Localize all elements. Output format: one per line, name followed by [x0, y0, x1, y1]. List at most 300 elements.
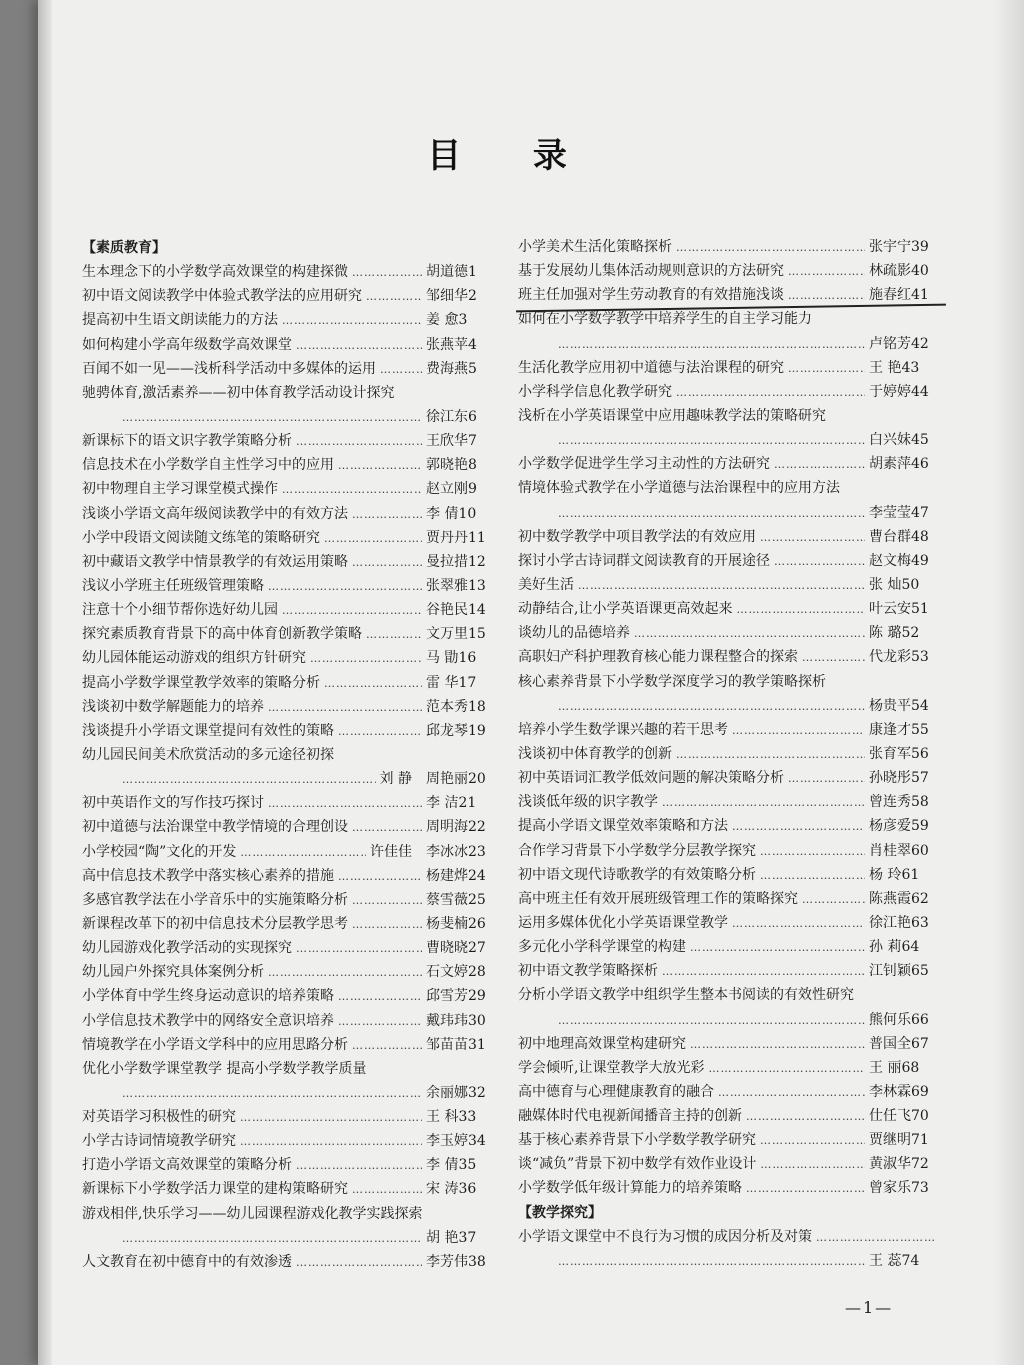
toc-entry: [518, 1056, 939, 1080]
entry-author: 贾继明: [869, 1132, 911, 1149]
entry-page: 71: [911, 1132, 929, 1149]
toc-entry: [518, 428, 939, 452]
entry-title: 优化小学数学课堂教学 提高小学数学教学质量: [82, 1060, 367, 1077]
toc-entry: [518, 718, 939, 742]
entry-author: 周艳丽: [426, 771, 468, 788]
entry-author: 李莹莹: [869, 504, 911, 521]
toc-entry: [518, 887, 939, 911]
entry-author: 谷艳民: [426, 602, 468, 619]
entry-title: 多元化小学科学课堂的构建: [518, 939, 686, 956]
entry-title: 小学数学低年级计算能力的培养策略: [518, 1180, 742, 1197]
dot-leader: [122, 406, 422, 430]
entry-page: 25: [468, 891, 486, 908]
entry-page: 57: [911, 770, 929, 787]
entry-page: 48: [911, 528, 929, 545]
entry-author: 赵立刚: [426, 481, 468, 498]
entry-author: 施春红: [869, 287, 911, 304]
toc-entry: [82, 284, 496, 308]
section-heading: [518, 1201, 939, 1225]
entry-page: 12: [468, 553, 486, 570]
entry-title: 小学信息技术教学中的网络安全意识培养: [82, 1012, 334, 1029]
entry-author: 叶云安: [869, 601, 911, 618]
dot-leader: [352, 889, 422, 913]
entry-author-page: [869, 1176, 939, 1200]
entry-page: 52: [901, 625, 920, 642]
entry-page: 39: [911, 239, 929, 255]
entry-page: 30: [468, 1012, 486, 1029]
entry-page: 19: [468, 722, 486, 739]
entry-title: 游戏相伴,快乐学习——幼儿园课程游戏化教学实践探索: [82, 1205, 423, 1222]
entry-author: 李 倩: [426, 505, 459, 522]
entry-title: 浅议小学班主任班级管理策略: [82, 577, 264, 594]
entry-page: 7: [468, 433, 477, 450]
entry-title: 新课标下小学数学活力课堂的建构策略研究: [82, 1181, 348, 1198]
entry-title: 初中道德与法治课堂中教学情境的合理创设: [82, 819, 348, 836]
dot-leader: [690, 1033, 865, 1057]
entry-author-page: [426, 477, 496, 501]
dot-leader: [268, 575, 422, 599]
entry-author-page: [869, 597, 939, 621]
dot-leader: [634, 622, 865, 646]
entry-author-page: [869, 501, 939, 525]
entry-author-page: [869, 356, 939, 380]
entry-title: 如何在小学数学教学中培养学生的自主学习能力: [518, 311, 812, 328]
toc-entry: [518, 573, 939, 597]
entry-title: 幼儿园游戏化教学活动的实现探究: [82, 940, 292, 957]
toc-entry: [518, 1249, 939, 1273]
dot-leader: [310, 647, 422, 671]
entry-title: 小学中段语文阅读随文练笔的策略研究: [82, 529, 320, 546]
dot-leader: [282, 309, 422, 333]
dot-leader: [662, 791, 865, 815]
entry-author: 李芳伟: [426, 1253, 468, 1270]
entry-author: 范本秀: [426, 698, 468, 715]
dot-leader: [268, 961, 422, 985]
toc-entry: [82, 622, 496, 646]
entry-page: 46: [911, 456, 929, 473]
toc-entry: [518, 863, 939, 887]
entry-page: 27: [468, 940, 486, 957]
entry-page: 3: [458, 312, 468, 329]
toc-entry: [518, 814, 939, 838]
toc-entry: [518, 356, 939, 380]
entry-title: 小学古诗词情境教学研究: [82, 1133, 236, 1150]
entry-author-page: [426, 308, 496, 332]
toc-entry: [82, 502, 496, 526]
dot-leader: [558, 695, 865, 719]
page-edge-shadow: [994, 0, 1024, 1365]
dot-leader: [774, 550, 865, 574]
dot-leader: [268, 696, 422, 720]
entry-page: 16: [458, 650, 477, 667]
entry-author: 王 科: [426, 1109, 459, 1126]
toc-entry: [82, 888, 496, 912]
entry-title: 基于发展幼儿集体活动规则意识的方法研究: [518, 263, 784, 280]
dot-leader: [352, 503, 422, 527]
entry-page: 47: [911, 504, 929, 521]
entry-page: 37: [458, 1229, 477, 1246]
entry-page: 21: [458, 795, 477, 812]
dot-leader: [732, 912, 865, 936]
entry-title: 基于核心素养背景下小学数学教学研究: [518, 1132, 756, 1149]
entry-page: 38: [468, 1253, 486, 1270]
entry-author-page: [426, 1033, 496, 1057]
entry-author-page: [869, 259, 939, 283]
toc-entry: [518, 911, 939, 935]
dot-leader: [708, 1057, 865, 1081]
entry-author-page: [869, 742, 939, 766]
entry-page: 4: [468, 336, 477, 353]
dot-leader: [338, 1010, 422, 1034]
toc-entry: [518, 1128, 939, 1152]
dot-leader: [282, 478, 422, 502]
entry-author: 杨彦爱: [869, 818, 911, 835]
dot-leader: [268, 792, 422, 816]
entry-author: 文万里: [426, 626, 468, 643]
dot-leader: [338, 454, 422, 478]
toc-entry: [82, 1226, 496, 1250]
entry-title: 新课程改革下的初中信息技术分层教学思考: [82, 915, 348, 932]
entry-title: 提高初中生语文朗读能力的方法: [82, 312, 278, 329]
entry-author-page: [869, 1056, 939, 1080]
toc-entry: [82, 1081, 496, 1105]
toc-left-column: [82, 236, 496, 1274]
dot-leader: [296, 1251, 422, 1275]
entry-author: 徐江艳: [869, 914, 911, 931]
entry-title: 小学语文课堂中不良行为习惯的成因分析及对策: [518, 1228, 812, 1245]
toc-entry: [82, 526, 496, 550]
dot-leader: [760, 526, 865, 550]
entry-page: 15: [468, 626, 486, 643]
entry-author: 康逢才: [869, 721, 911, 738]
entry-author-page: [426, 260, 496, 284]
entry-page: 55: [911, 721, 929, 738]
entry-author-page: [869, 1249, 939, 1273]
dot-leader: [788, 767, 865, 791]
entry-author-page: [869, 887, 939, 911]
toc-entry: [82, 936, 496, 960]
toc-entry: [518, 1080, 939, 1104]
entry-author: 曹晓晓: [426, 940, 468, 957]
entry-page: 64: [901, 939, 920, 956]
dot-leader: [338, 865, 422, 889]
entry-author: 胡 艳: [426, 1229, 459, 1246]
entry-author-page: [869, 814, 939, 838]
entry-author: 张 灿: [869, 576, 902, 593]
entry-title: 高职妇产科护理教育核心能力课程整合的探索: [518, 649, 798, 666]
toc-entry: [518, 694, 939, 718]
entry-author-page: [426, 1129, 496, 1153]
entry-title: 小学美术生活化策略探析: [518, 239, 672, 255]
entry-title: 动静结合,让小学英语课更高效起来: [518, 601, 733, 618]
entry-author: 邹苗苗: [426, 1036, 468, 1053]
toc-entry: [82, 767, 496, 791]
entry-author: 邹细华: [426, 288, 468, 305]
dot-leader: [578, 574, 865, 598]
entry-author: 周明海: [426, 819, 468, 836]
entry-author: 黄淑华: [869, 1156, 911, 1173]
entry-author-page: [426, 1153, 496, 1177]
dot-leader: [746, 1177, 865, 1201]
entry-page: 50: [901, 576, 920, 593]
dot-leader: [676, 381, 865, 405]
entry-author: 费海燕: [426, 360, 468, 377]
dot-leader: [558, 429, 865, 453]
entry-page: 22: [468, 819, 486, 836]
toc-entry: [82, 405, 496, 429]
entry-page: 56: [911, 745, 929, 762]
entry-author-page: [426, 429, 496, 453]
entry-author: 张燕苹: [426, 336, 468, 353]
toc-entry: [518, 742, 939, 766]
toc-entry: [518, 235, 939, 259]
dot-leader: [122, 1082, 422, 1106]
entry-title: 浅谈初中体育教学的创新: [518, 745, 672, 762]
entry-page: 51: [911, 601, 929, 618]
entry-title: 幼儿园户外探究具体案例分析: [82, 964, 264, 981]
toc-entry: [82, 1009, 496, 1033]
entry-author: 郭晓艳: [426, 457, 468, 474]
toc-entry: [82, 550, 496, 574]
entry-author: 贾丹丹: [426, 529, 468, 546]
dot-leader: [736, 598, 865, 622]
entry-page: 67: [911, 1035, 929, 1052]
toc-entry: [82, 598, 496, 622]
entry-title: 浅谈提升小学语文课堂提问有效性的策略: [82, 722, 334, 739]
entry-title: 小学校园“陶”文化的开发: [82, 843, 237, 860]
page-number: —1—: [845, 1298, 894, 1317]
toc-entry: [82, 1057, 496, 1081]
entry-title: 如何构建小学高年级数学高效课堂: [82, 336, 292, 353]
toc-entry: [82, 1153, 496, 1177]
toc-entry: [82, 984, 496, 1008]
dot-leader: [760, 1129, 865, 1153]
entry-author: 张翠雅: [426, 577, 468, 594]
entry-page: 62: [911, 890, 929, 907]
entry-page: 17: [458, 674, 477, 691]
dot-leader: [802, 646, 865, 670]
entry-author: 孙 莉: [869, 939, 902, 956]
entry-title: 初中数学教学中项目教学法的有效应用: [518, 528, 756, 545]
entry-author: 杨斐楠: [426, 915, 468, 932]
entry-page: 53: [911, 649, 929, 666]
entry-author: 邱雪芳: [426, 988, 468, 1005]
dot-leader: [296, 430, 422, 454]
entry-title: 浅谈小学语文高年级阅读教学中的有效方法: [82, 505, 348, 522]
dot-leader: [558, 1009, 865, 1033]
entry-author: 雷 华: [426, 674, 459, 691]
entry-page: 11: [468, 529, 486, 546]
entry-title: 小学科学信息化教学研究: [518, 383, 672, 400]
dot-leader: [240, 841, 366, 865]
entry-author-page: [426, 453, 496, 477]
dot-leader: [352, 913, 422, 937]
entry-title: 初中英语词汇教学低效问题的解决策略分析: [518, 770, 784, 787]
entry-title: 学会倾听,让课堂教学大放光彩: [518, 1059, 705, 1076]
entry-author-page: [869, 549, 939, 573]
entry-page: 59: [911, 818, 929, 835]
entry-author-page: [426, 791, 496, 815]
entry-author: 余丽娜: [426, 1084, 468, 1101]
entry-author-page: [869, 1152, 939, 1176]
entry-author: 曹台群: [869, 528, 911, 545]
entry-author: 王 艳: [869, 359, 902, 376]
entry-page: 43: [901, 359, 920, 376]
toc-entry: [82, 671, 496, 695]
entry-author-page: [426, 719, 496, 743]
entry-title: 核心素养背景下小学数学深度学习的教学策略探析: [518, 673, 826, 690]
entry-author: 李 倩: [426, 1157, 459, 1174]
entry-author: 王 蕊: [869, 1252, 902, 1269]
dot-leader: [324, 672, 422, 696]
toc-entry: [82, 357, 496, 381]
entry-title: 高中德育与心理健康教育的融合: [518, 1083, 714, 1100]
entry-page: 20: [468, 771, 486, 788]
entry-title: 小学数学促进学生学习主动性的方法研究: [518, 456, 770, 473]
toc-entry: [82, 260, 496, 284]
entry-title: 小学体育中学生终身运动意识的培养策略: [82, 988, 334, 1005]
toc-entry: [518, 645, 939, 669]
entry-page: 23: [468, 843, 486, 860]
entry-title: 高中信息技术教学中落实核心素养的措施: [82, 867, 334, 884]
dot-leader: [122, 768, 376, 792]
entry-author-page: [426, 912, 496, 936]
entry-title: 美好生活: [518, 576, 574, 593]
entry-page: 28: [468, 964, 486, 981]
entry-page: 31: [468, 1036, 486, 1053]
toc-entry: [518, 501, 939, 525]
toc-entry: [518, 959, 939, 983]
toc-entry: [82, 574, 496, 598]
entry-title: 培养小学生数学课兴趣的若干思考: [518, 721, 728, 738]
entry-title: 浅谈低年级的识字教学: [518, 794, 658, 811]
entry-page: 60: [911, 842, 929, 859]
entry-author-page: [426, 357, 496, 381]
entry-author: 陈 璐: [869, 625, 902, 642]
entry-author-page: [426, 984, 496, 1008]
entry-author: 宋 涛: [426, 1181, 459, 1198]
toc-entry: [82, 912, 496, 936]
entry-title: 初中语文教学策略探析: [518, 963, 658, 980]
toc-entry: [518, 1032, 939, 1056]
toc-entry: [518, 597, 939, 621]
entry-page: 69: [911, 1083, 929, 1100]
dot-leader: [296, 1154, 422, 1178]
toc-entry: [518, 983, 939, 1007]
toc-entry: [518, 1104, 939, 1128]
dot-leader: [816, 1226, 935, 1250]
entry-author: 于婷婷: [869, 383, 911, 400]
dot-leader: [380, 358, 422, 382]
entry-author: 戴玮玮: [426, 1012, 468, 1029]
entry-page: 33: [458, 1109, 477, 1126]
entry-title: 提高小学语文课堂效率策略和方法: [518, 818, 728, 835]
entry-author: 邱龙琴: [426, 722, 468, 739]
dot-leader: [676, 743, 865, 767]
toc-entry: [518, 1225, 939, 1249]
toc-entry: [518, 670, 939, 694]
entry-author-page: [426, 1009, 496, 1033]
dot-leader: [802, 888, 865, 912]
toc-entry: [518, 549, 939, 573]
entry-author-page: [869, 332, 939, 356]
entry-page: 49: [911, 552, 929, 569]
toc-entry: [82, 815, 496, 839]
page-title: 目 录: [427, 136, 597, 176]
entry-page: 63: [911, 914, 929, 931]
entry-title: 浅谈初中数学解题能力的培养: [82, 698, 264, 715]
toc-right-column: [518, 235, 939, 1273]
entry-author: 蔡雪薇: [426, 891, 468, 908]
entry-title: 信息技术在小学数学自主性学习中的应用: [82, 457, 334, 474]
entry-page: 36: [458, 1181, 477, 1198]
entry-page: 58: [911, 794, 929, 811]
toc-entry: [518, 404, 939, 428]
page-gutter-shadow: [38, 0, 52, 1365]
section-heading-text: 【教学探究】: [518, 1204, 602, 1221]
entry-author: 李 洁: [426, 795, 459, 812]
entry-page: 40: [911, 263, 929, 280]
entry-author-page: [869, 1104, 939, 1128]
entry-title: 注意十个小细节帮你选好幼儿园: [82, 602, 278, 619]
entry-title: 初中藏语文教学中情景教学的有效运用策略: [82, 553, 348, 570]
entry-author-page: [426, 333, 496, 357]
entry-title: 生活化教学应用初中道德与法治课程的研究: [518, 359, 784, 376]
entry-author: 王欣华: [426, 433, 468, 450]
toc-entry: [518, 332, 939, 356]
dot-leader: [352, 816, 422, 840]
toc-entry: [82, 695, 496, 719]
entry-author-page: [869, 1032, 939, 1056]
dot-leader: [296, 937, 422, 961]
entry-author: 马 勖: [426, 650, 459, 667]
entry-author-page: [426, 936, 496, 960]
section-heading-text: 【素质教育】: [82, 240, 166, 256]
entry-page: 66: [911, 1011, 929, 1028]
entry-author: 徐江东: [426, 408, 468, 425]
entry-author-page: [869, 718, 939, 742]
entry-author-page: [426, 671, 496, 695]
toc-entry: [82, 1177, 496, 1201]
toc-entry: [82, 719, 496, 743]
entry-title: 谈“减负”背景下初中数学有效作业设计: [518, 1156, 757, 1173]
dot-leader: [558, 1250, 865, 1274]
dot-leader: [718, 1081, 865, 1105]
entry-title: 高中班主任有效开展班级管理工作的策略探究: [518, 890, 798, 907]
entry-page: 42: [911, 335, 929, 352]
entry-title: 幼儿园民间美术欣赏活动的多元途径初探: [82, 746, 334, 763]
entry-author: 李林霖: [869, 1083, 911, 1100]
dot-leader: [746, 1105, 865, 1129]
dot-leader: [760, 840, 865, 864]
dot-leader: [558, 502, 865, 526]
entry-author: 李玉婷: [426, 1133, 468, 1150]
entry-author: 江钊颖: [869, 963, 911, 980]
entry-author-page: [426, 815, 496, 839]
dot-leader: [690, 936, 865, 960]
entry-author-page: [426, 646, 496, 670]
dot-leader: [760, 864, 865, 888]
entry-author: 杨 玲: [869, 866, 902, 883]
entry-author-page: [869, 573, 939, 597]
entry-author-page: [426, 284, 496, 308]
entry-author: 李冰冰: [426, 843, 468, 860]
dot-leader: [282, 599, 422, 623]
toc-entry: [82, 381, 496, 405]
toc-entry: [82, 477, 496, 501]
entry-author: 熊何乐: [869, 1011, 911, 1028]
toc-entry: [518, 1008, 939, 1032]
